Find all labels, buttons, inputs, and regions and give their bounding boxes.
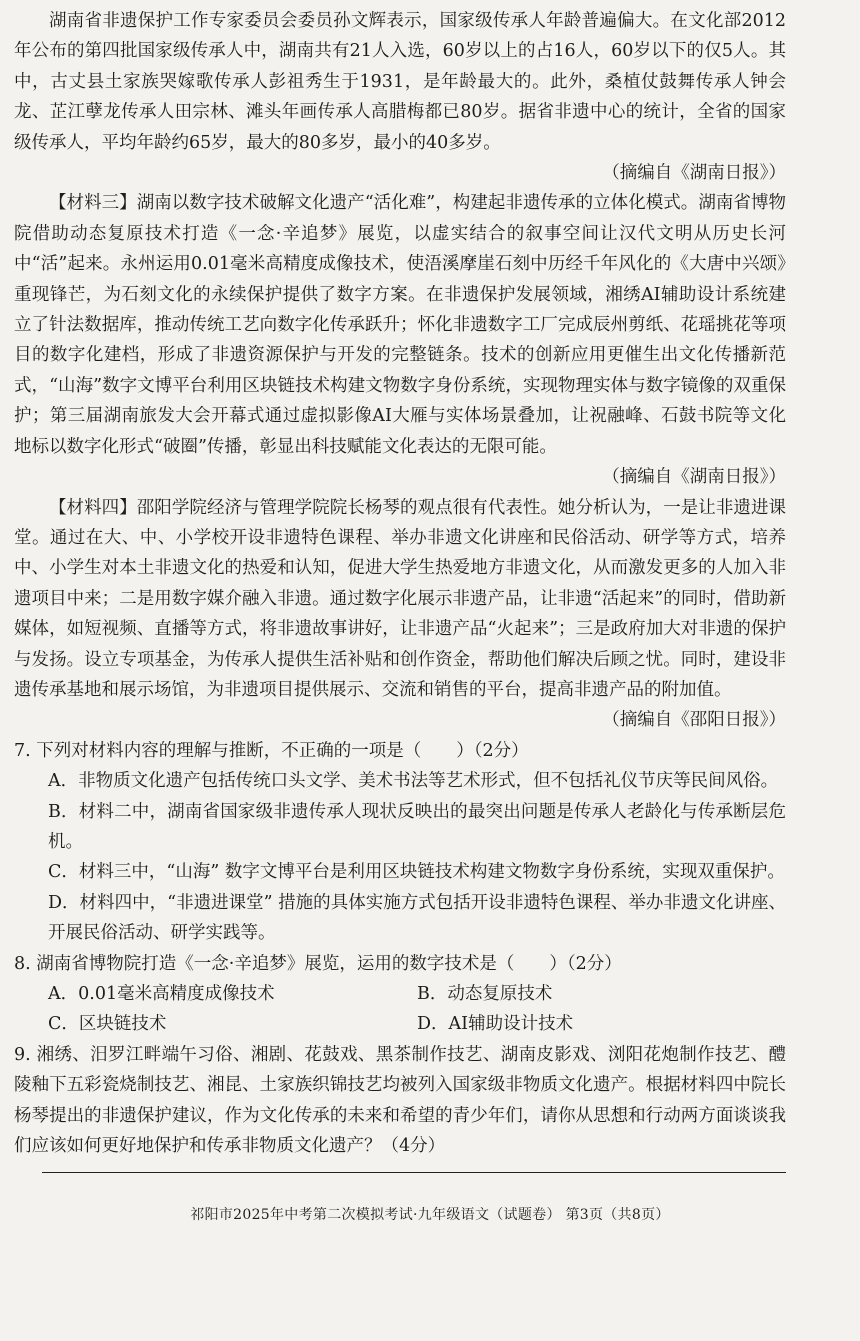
question-8-option-b: B．动态复原技术 <box>417 984 553 1004</box>
question-8-stem: 8. 湖南省博物院打造《一念·辛追梦》展览，运用的数字技术是（ ）（2分） <box>14 953 622 974</box>
material3-source: （摘编自《湖南日报》） <box>602 467 786 488</box>
question-8 <box>14 949 786 1040</box>
question-7-option-d: D．材料四中，“非遗进课堂” 措施的具体实施方式包括开设非遗特色课程、举办非遗文化讲座、开展民俗活动、研学实践等。 <box>48 892 786 944</box>
question-7-option-c: C．材料三中，“山海” 数字文博平台是利用区块链技术构建文物数字身份系统，实现双重保护。 <box>48 862 785 883</box>
question-7 <box>14 736 786 949</box>
question-8-options-row-2 <box>48 1009 786 1039</box>
material4-text: 【材料四】邵阳学院经济与管理学院院长杨琴的观点很有代表性。她分析认为，一是让非遗进课堂。通过在大、中、小学校开设非遗特色课程、举办非遗文化讲座和民俗活动、研学等方式，培养中、小学生对本土非遗文化的热爱和认知，促进大学生热爱地方非遗文化，从而激发更多的人加入非遗项目中来；二是用数字媒介融入非遗。通过数字化展示非遗产品，让非遗“活起来”的同时，借助新媒体，如短视频、直播等方式，将非遗故事讲好，让非遗产品“火起来”；三是政府加大对非遗的保护与发扬。设立专项基金，为传承人提供生活补贴和创作资金，帮助他们解决后顾之忧。同时，建设非遗传承基地和展示场馆，为非遗项目提供展示、交流和销售的平台，提高非遗产品的附加值。 <box>14 497 786 700</box>
material2-text: 湖南省非遗保护工作专家委员会委员孙文辉表示，国家级传承人年龄普遍偏大。在文化部2012年公布的第四批国家级传承人中，湖南共有21人入选，60岁以上的占16人，60岁以下的仅5人。其中，古丈县土家族哭嫁歌传承人彭祖秀生于1931，是年龄最大的。此外，桑植仗鼓舞传承人钟会龙、芷江孽龙传承人田宗林、滩头年画传承人高腊梅都已80岁。据省非遗中心的统计，全省的国家级传承人，平均年龄约65岁，最大的80多岁，最小的40多岁。 <box>14 11 786 153</box>
question-8-option-d: D．AI辅助设计技术 <box>417 1014 574 1035</box>
question-8-option-a: A．0.01毫米高精度成像技术 <box>48 984 275 1004</box>
question-8-options-row-1 <box>48 979 786 1009</box>
material4-source: （摘编自《邵阳日报》） <box>602 710 786 731</box>
material3-paragraph <box>14 188 786 492</box>
question-9 <box>14 1040 786 1162</box>
question-7-option-a: A．非物质文化遗产包括传统口头文学、美术书法等艺术形式，但不包括礼仪节庆等民间风俗。 <box>48 771 779 792</box>
material3-text: 【材料三】湖南以数字技术破解文化遗产“活化难”，构建起非遗传承的立体化模式。湖南省博物院借助动态复原技术打造《一念·辛追梦》展览，以虚实结合的叙事空间让汉代文明从历史长河中“活”起来。永州运用0.01毫米高精度成像技术，使浯溪摩崖石刻中历经千年风化的《大唐中兴颂》重现锋芒，为石刻文化的永续保护提供了数字方案。在非遗保护发展领域，湘绣AI辅助设计系统建立了针法数据库，推动传统工艺向数字化传承跃升；怀化非遗数字工厂完成辰州剪纸、花瑶挑花等项目的数字化建档，形成了非遗资源保护与开发的完整链条。技术的创新应用更催生出文化传播新范式，“山海”数字文博平台利用区块链技术构建文物数字身份系统，实现物理实体与数字镜像的双重保护；第三届湖南旅发大会开幕式通过虚拟影像AI大雁与实体场景叠加，让祝融峰、石鼓书院等文化地标以数字化形式“破圈”传播，彰显出科技赋能文化表达的无限可能。 <box>14 193 786 457</box>
question-8-option-c: C．区块链技术 <box>48 1014 167 1035</box>
material4-paragraph <box>14 493 786 736</box>
page-content <box>14 6 786 1161</box>
material2-source: （摘编自《湖南日报》） <box>602 163 786 184</box>
answer-line <box>42 1172 786 1173</box>
question-9-stem: 9. 湘绣、汨罗江畔端午习俗、湘剧、花鼓戏、黑茶制作技艺、湖南皮影戏、浏阳花炮制作技艺、醴陵釉下五彩瓷烧制技艺、湘昆、土家族织锦技艺均被列入国家级非物质文化遗产。根据材料四中院长杨琴提出的非遗保护建议，作为文化传承的未来和希望的青少年们，请你从思想和行动两方面谈谈我们应该如何更好地保护和传承非物质文化遗产？（4分） <box>14 1044 786 1157</box>
material2-paragraph <box>14 6 786 188</box>
question-7-stem: 7. 下列对材料内容的理解与推断，不正确的一项是（ ）（2分） <box>14 740 529 761</box>
question-7-option-b: B．材料二中，湖南省国家级非遗传承人现状反映出的最突出问题是传承人老龄化与传承断层危机。 <box>48 801 786 852</box>
page-footer: 祁阳市2025年中考第二次模拟考试·九年级语文（试题卷） 第3页（共8页） <box>190 1207 670 1223</box>
